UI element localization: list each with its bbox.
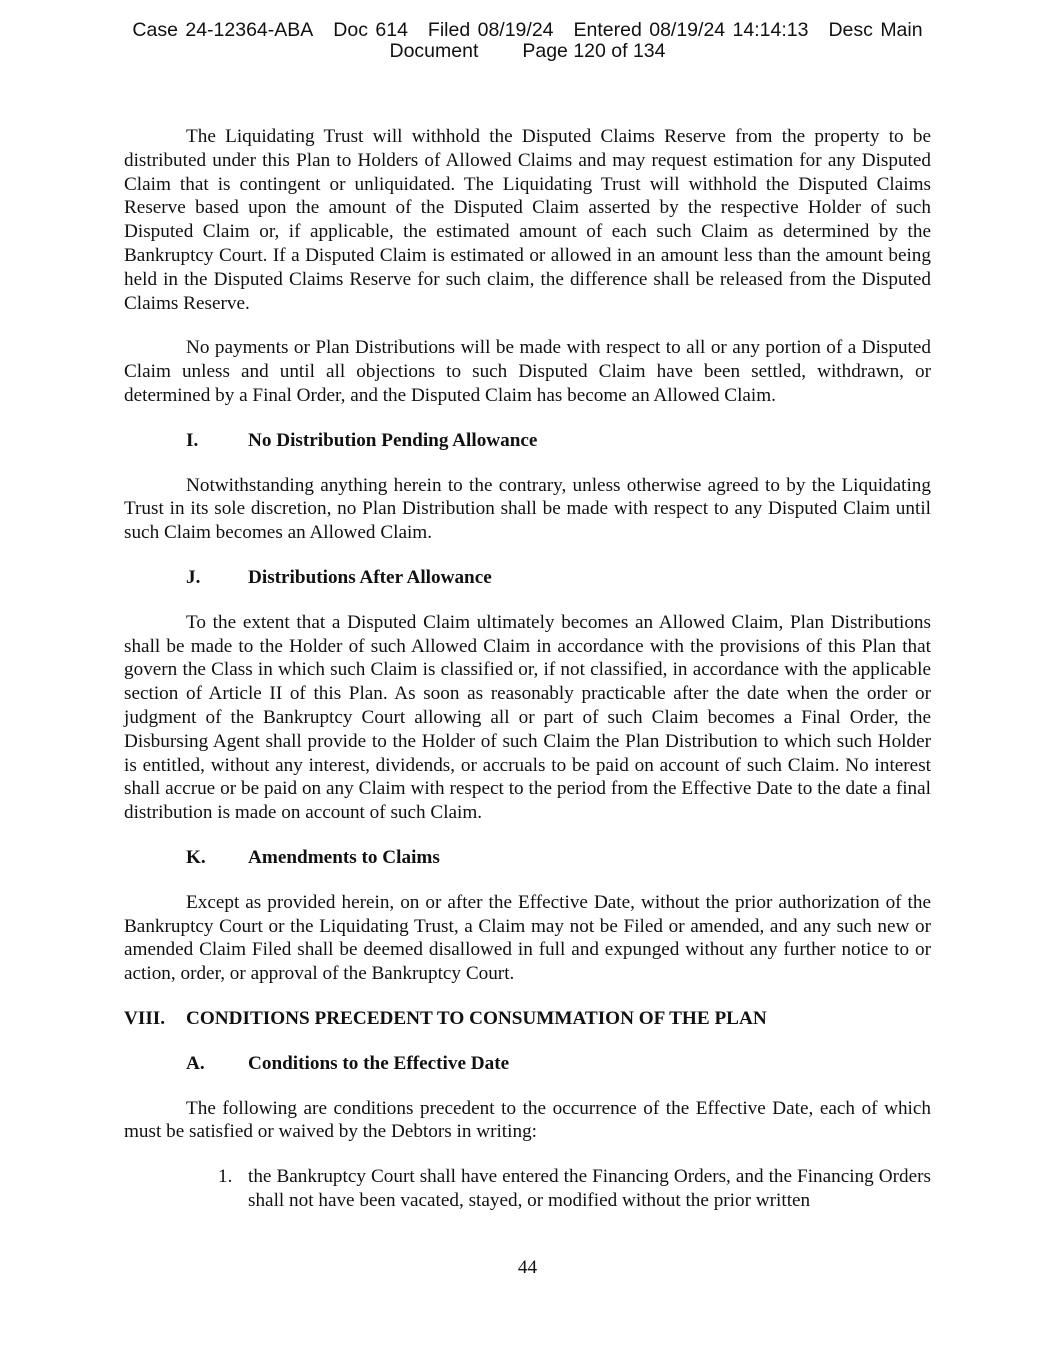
section-title: Amendments to Claims — [248, 846, 440, 868]
paragraph-amendments: Except as provided herein, on or after the Effective Date, without the prior authorization of the Bankruptcy Court or the Liquidating Trust, a Claim may not be Filed or amended, and any such new or amended Claim Filed shall be deemed disallowed in full and expunged without any further notice to or action, order, or approval of the Bankruptcy Court. — [124, 891, 931, 985]
paragraph-disputed-claims-reserve: The Liquidating Trust will withhold the Disputed Claims Reserve from the property to be distributed under this Plan to Holders of Allowed Claims and may request estimation for any Disputed Claim that is contingent or unliquidated. The Liquidating Trust will withhold the Disputed Claims Reserve based upon the amount of the Disputed Claim asserted by the respective Holder of such Disputed Claim or, if applicable, the estimated amount of each such Claim as determined by the Bankruptcy Court. If a Disputed Claim is estimated or allowed in an amount less than the amount being held in the Disputed Claims Reserve for such claim, the difference shall be released from the Disputed Claims Reserve. — [124, 126, 931, 314]
paragraph-no-payments: No payments or Plan Distributions will be made with respect to all or any portion of a Disputed Claim unless and until all objections to such Disputed Claim have been settled, withdrawn, or determined by a Final Order, and the Disputed Claim has become an Allowed Claim. — [124, 337, 931, 406]
section-label: J. — [186, 566, 201, 588]
section-label: K. — [186, 846, 206, 868]
list-item — [124, 1165, 931, 1213]
entered-date: Entered 08/19/24 14:14:13 — [573, 19, 809, 41]
page-count: Page 120 of 134 — [522, 40, 666, 62]
page-number: 44 — [517, 1257, 538, 1278]
article-title: CONDITIONS PRECEDENT TO CONSUMMATION OF THE PLAN — [186, 1007, 767, 1029]
paragraph-distributions-after-allowance: To the extent that a Disputed Claim ultimately becomes an Allowed Claim, Plan Distributions shall be made to the Holder of such Allowed Claim in accordance with the provisions of this Plan that govern the Class in which such Claim is classified or, if not classified, in accordance with the applicable section of Article II of this Plan. As soon as reasonably practicable after the date when the order or judgment of the Bankruptcy Court allowing all or part of such Claim becomes a Final Order, the Disbursing Agent shall provide to the Holder of such Claim the Plan Distribution to which such Holder is entitled, without any interest, dividends, or accruals to be paid on account of such Claim. No interest shall accrue or be paid on any Claim with respect to the period from the Effective Date to the date a final distribution is made on account of such Claim. — [124, 611, 931, 824]
document-body — [124, 125, 931, 1213]
section-label: I. — [186, 429, 199, 451]
section-heading-j — [186, 566, 931, 590]
section-heading-a — [186, 1052, 931, 1076]
list-item-number: 1. — [218, 1166, 233, 1188]
section-title: No Distribution Pending Allowance — [248, 429, 538, 451]
case-number: Case 24-12364-ABA — [132, 19, 314, 41]
section-heading-k — [186, 846, 931, 870]
section-title: Conditions to the Effective Date — [248, 1052, 510, 1074]
filing-header-line-1 — [0, 20, 1055, 41]
paragraph-notwithstanding: Notwithstanding anything herein to the contrary, unless otherwise agreed to by the Liquidating Trust in its sole discretion, no Plan Distribution shall be made with respect to any Disputed Claim until such Claim becomes an Allowed Claim. — [124, 474, 931, 544]
section-title: Distributions After Allowance — [248, 566, 492, 588]
list-item-text: the Bankruptcy Court shall have entered the Financing Orders, and the Financing Orders shall not have been vacated, stayed, or modified without the prior written — [248, 1166, 931, 1211]
article-label: VIII. — [124, 1007, 166, 1029]
doc-number: Doc 614 — [333, 19, 408, 41]
section-heading-i — [186, 429, 931, 453]
document-label: Document — [389, 40, 479, 62]
filing-header-line-2 — [0, 41, 1055, 62]
article-heading-viii — [124, 1007, 931, 1031]
filed-date: Filed 08/19/24 — [427, 19, 554, 41]
section-label: A. — [186, 1052, 205, 1074]
filing-header — [0, 20, 1055, 62]
paragraph-conditions-intro: The following are conditions precedent to the occurrence of the Effective Date, each of which must be satisfied or waived by the Debtors in writing: — [124, 1097, 931, 1143]
desc-main: Desc Main — [828, 19, 923, 41]
